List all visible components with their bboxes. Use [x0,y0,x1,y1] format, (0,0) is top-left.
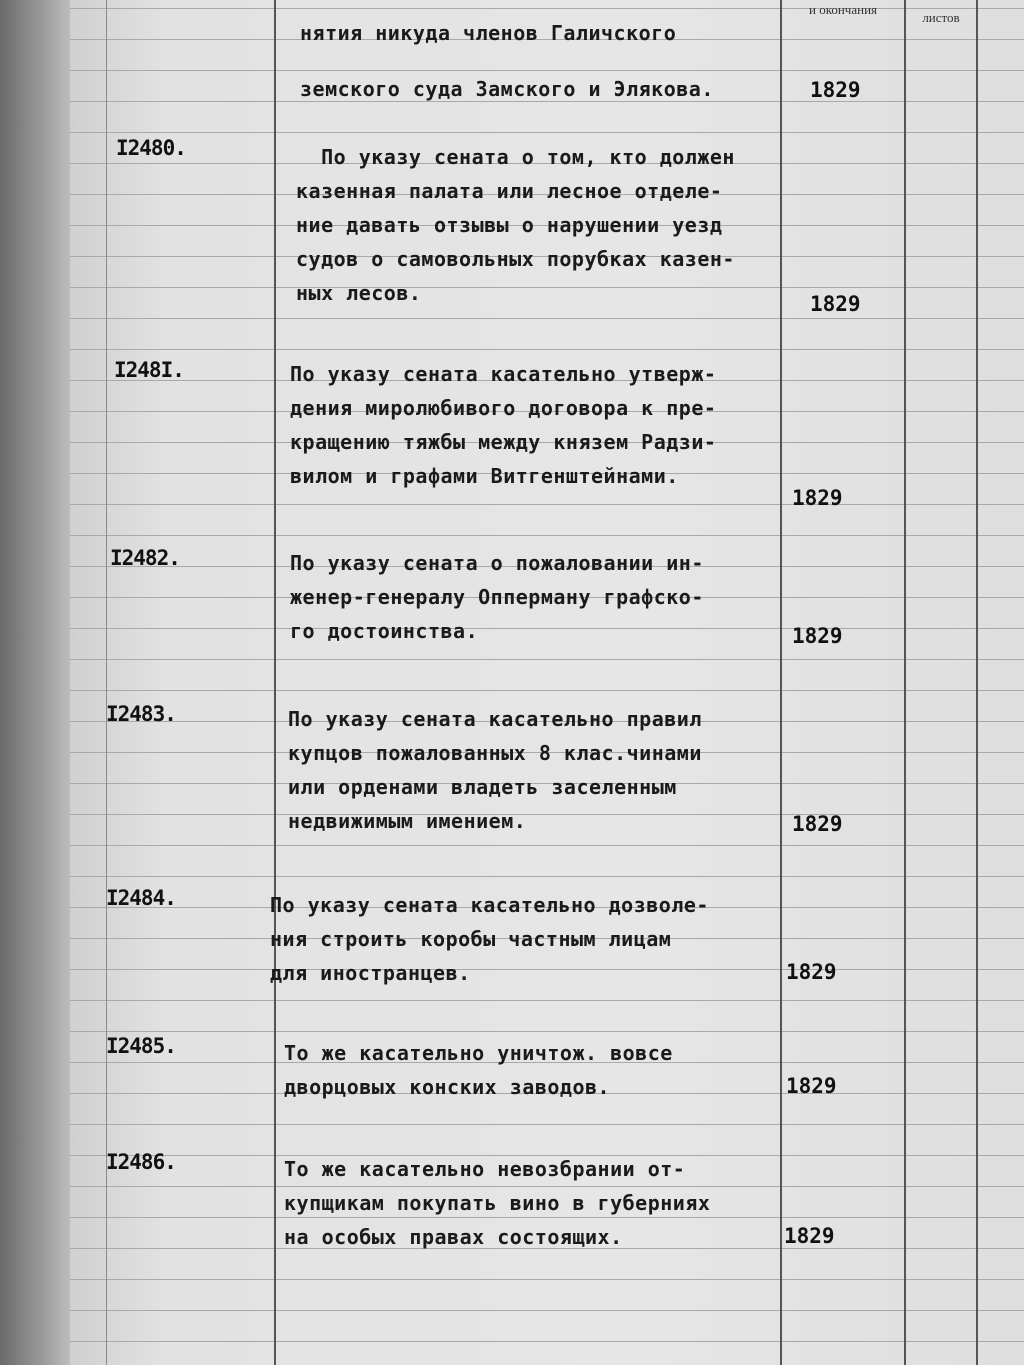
ruled-line [70,287,1024,288]
entry-number: I2484. [106,886,176,910]
entry-description-line: недвижимым имением. [288,809,527,833]
ruled-line [70,1000,1024,1001]
ruled-line [70,70,1024,71]
ruled-line [70,845,1024,846]
column-divider-sheets [904,0,906,1365]
entry-description-line: По указу сената касательно правил [288,707,702,731]
entry-description-line: По указу сената о том, кто должен [296,145,735,169]
entry-description-line: кращению тяжбы между князем Радзи- [290,430,717,454]
entry-year: 1829 [786,1074,837,1098]
column-divider-dates [780,0,782,1365]
ruled-line [70,969,1024,970]
entry-description-line: ния строить коробы частным лицам [270,927,672,951]
entry-description-line: женер-генералу Опперману графско- [290,585,704,609]
entry-year: 1829 [786,960,837,984]
ruled-line [70,876,1024,877]
entry-number: I2483. [106,702,176,726]
column-divider-number [274,0,276,1365]
continuation-line-1: нятия никуда членов Галичского [300,21,677,45]
header-sheets: листов [922,10,960,25]
ruled-line [70,814,1024,815]
entry-description-line: ние давать отзывы о нарушении уезд [296,213,723,237]
entry-description-line: для иностранцев. [270,961,471,985]
entry-number: I248I. [114,358,184,382]
ruled-line [70,1341,1024,1342]
entry-number: I2480. [116,136,186,160]
ruled-line [70,1124,1024,1125]
entry-description-line: го достоинства. [290,619,479,643]
binding-gutter [0,0,70,1365]
entry-description-line: дения миролюбивого договора к пре- [290,396,717,420]
continuation-year: 1829 [810,78,861,102]
ruled-line [70,690,1024,691]
entry-description-line: купщикам покупать вино в губерниях [284,1191,711,1215]
entry-description-line: судов о самовольных порубках казен- [296,247,735,271]
entry-description-line: По указу сената о пожаловании ин- [290,551,704,575]
entry-year: 1829 [792,624,843,648]
ruled-line [70,349,1024,350]
ledger-page [70,0,1024,1365]
entry-description-line: на особых правах состоящих. [284,1225,623,1249]
column-divider-notes [976,0,978,1365]
header-dates: и окончания [808,2,878,17]
continuation-line-2: земского суда Замского и Элякова. [300,77,714,101]
entry-description-line: То же касательно невозбрании от- [284,1157,686,1181]
ruled-line [70,535,1024,536]
ruled-line [70,504,1024,505]
entry-number: I2486. [106,1150,176,1174]
ruled-line [70,318,1024,319]
entry-year: 1829 [792,486,843,510]
ruled-line [70,1031,1024,1032]
entry-description-line: или орденами владеть заселенным [288,775,677,799]
entry-year: 1829 [810,292,861,316]
entry-description-line: вилом и графами Витгенштейнами. [290,464,679,488]
entry-description-line: По указу сената касательно дозволе- [270,893,709,917]
entry-description-line: ных лесов. [296,281,422,305]
entry-year: 1829 [792,812,843,836]
ruled-line [70,1279,1024,1280]
entry-description-line: То же касательно уничтож. вовсе [284,1041,673,1065]
entry-number: I2482. [110,546,180,570]
entry-number: I2485. [106,1034,176,1058]
ruled-line [70,659,1024,660]
entry-description-line: дворцовых конских заводов. [284,1075,611,1099]
entry-description-line: казенная палата или лесное отделе- [296,179,723,203]
ruled-line [70,1310,1024,1311]
entry-description-line: купцов пожалованных 8 клас.чинами [288,741,702,765]
ruled-line [70,132,1024,133]
ruled-line [70,628,1024,629]
entry-description-line: По указу сената касательно утверж- [290,362,717,386]
entry-year: 1829 [784,1224,835,1248]
